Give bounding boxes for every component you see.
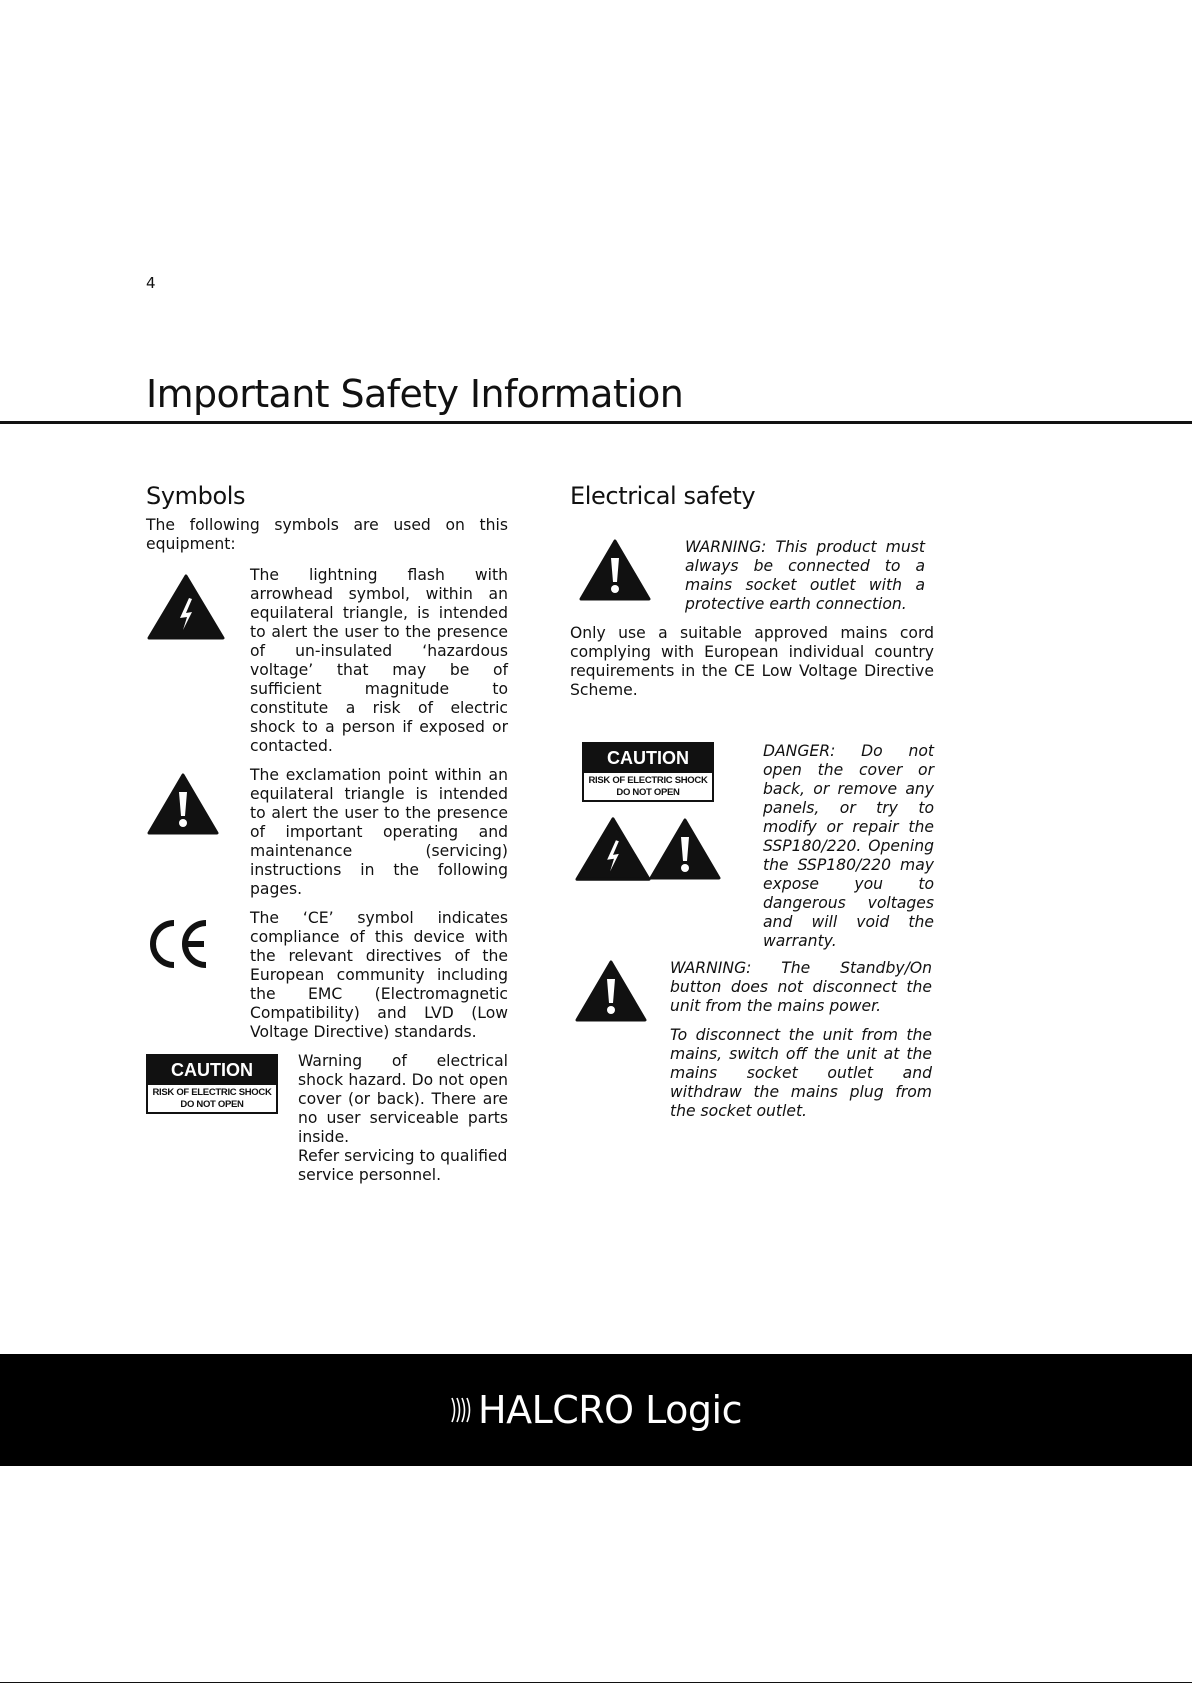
lightning-triangle-icon bbox=[146, 566, 250, 642]
earth-warning-text: WARNING: This product must always be connected to a mains socket outlet with a protective earth connection. bbox=[685, 538, 925, 613]
title-divider bbox=[0, 421, 1192, 424]
electrical-heading: Electrical safety bbox=[570, 482, 756, 510]
footer-band bbox=[0, 1354, 1192, 1466]
symbol-item-text: Refer servicing to qualified service personnel. bbox=[298, 1147, 508, 1184]
electrical-safety-section bbox=[570, 482, 934, 1121]
symbol-item-caution bbox=[146, 1052, 508, 1185]
brand-name: HALCRO Logic bbox=[478, 1388, 742, 1432]
symbol-item-lightning bbox=[146, 566, 508, 756]
earth-warning-block bbox=[570, 538, 934, 614]
disconnect-text: To disconnect the unit from the mains, switch off the unit at the mains socket outlet and withdraw the mains plug from the socket outlet. bbox=[670, 1026, 932, 1120]
symbol-item-text: The lightning flash with arrowhead symbol, within an equilateral triangle, is intended to alert the user to the presence of un-insulated ‘hazardous voltage’ that may be of sufficient magnitude to constitute a risk of electric shock to a person if exposed or contacted. bbox=[250, 566, 508, 755]
danger-icons bbox=[570, 742, 763, 884]
ce-mark-icon bbox=[146, 909, 250, 973]
danger-text: DANGER: Do not open the cover or back, or remove any panels, or try to modify or repair the SSP180/220. Opening the SSP180/220 may expose you to dangerous voltages and will void the warranty. bbox=[763, 742, 934, 950]
caution-label-icon bbox=[582, 742, 714, 802]
standby-warning-text: WARNING: The Standby/On button does not disconnect the unit from the mains power. bbox=[670, 959, 932, 1015]
exclamation-triangle-icon bbox=[146, 766, 250, 836]
symbol-item-exclamation bbox=[146, 766, 508, 899]
bottom-divider bbox=[0, 1682, 1192, 1683]
symbol-item-text: Warning of electrical shock hazard. Do not open cover (or back). There are no user serviceable parts inside. bbox=[298, 1052, 508, 1146]
halcro-waves-icon bbox=[450, 1395, 476, 1425]
page-number: 4 bbox=[146, 274, 156, 292]
danger-block bbox=[570, 742, 934, 951]
symbols-section bbox=[146, 482, 508, 1185]
lightning-triangle-icon bbox=[574, 814, 652, 884]
exclamation-triangle-icon bbox=[648, 814, 722, 884]
symbols-intro: The following symbols are used on this equipment: bbox=[146, 516, 508, 553]
mains-cord-text: Only use a suitable approved mains cord complying with European individual country requirements in the CE Low Voltage Directive Scheme. bbox=[570, 624, 934, 699]
standby-warning-block bbox=[570, 959, 934, 1121]
caution-line: RISK OF ELECTRIC SHOCK bbox=[588, 775, 708, 786]
caution-title: CAUTION bbox=[148, 1056, 276, 1085]
caution-label-icon bbox=[146, 1052, 298, 1114]
symbol-item-text: The ‘CE’ symbol indicates compliance of this device with the relevant directives of the European community including the EMC (Electromagnetic Compatibility) and LVD (Low Voltage Directive) standards. bbox=[250, 909, 508, 1041]
exclamation-triangle-icon bbox=[570, 959, 670, 1027]
page-title: Important Safety Information bbox=[146, 372, 684, 416]
caution-title: CAUTION bbox=[584, 744, 712, 773]
symbols-heading: Symbols bbox=[146, 482, 246, 510]
caution-line: DO NOT OPEN bbox=[180, 1099, 244, 1110]
exclamation-triangle-icon bbox=[570, 538, 685, 606]
caution-line: RISK OF ELECTRIC SHOCK bbox=[152, 1087, 272, 1098]
brand-logo bbox=[450, 1388, 742, 1432]
caution-line: DO NOT OPEN bbox=[616, 787, 680, 798]
symbol-item-ce bbox=[146, 909, 508, 1042]
symbol-item-text: The exclamation point within an equilateral triangle is intended to alert the user to the presence of important operating and maintenance (servicing) instructions in the following pages. bbox=[250, 766, 508, 898]
